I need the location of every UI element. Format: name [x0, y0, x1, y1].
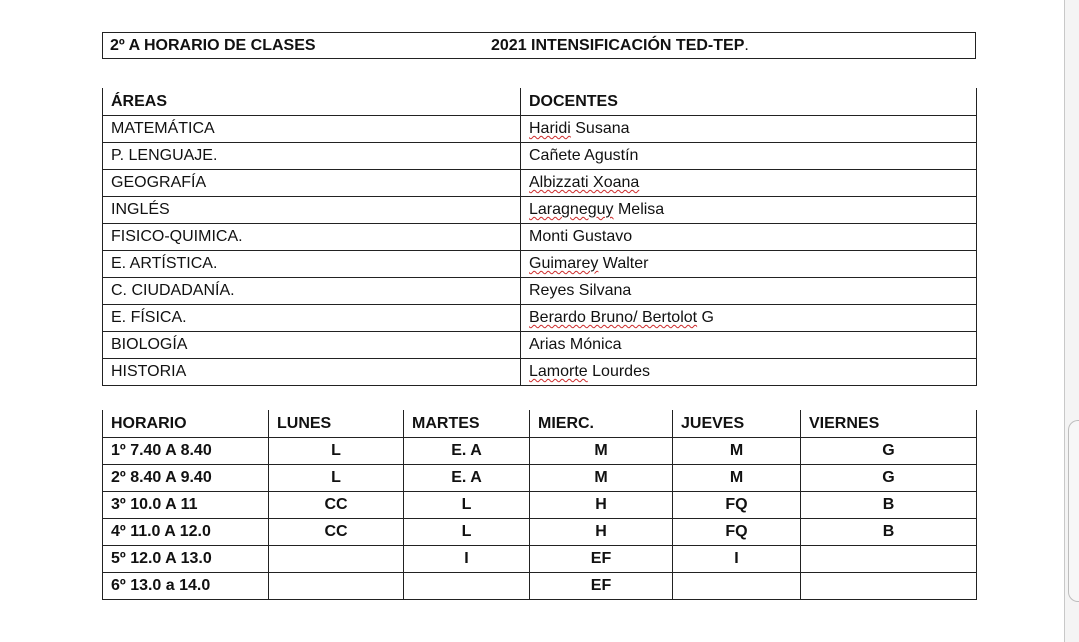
subject-cell: FQ	[673, 518, 801, 545]
document-header	[102, 32, 976, 59]
area-row	[103, 169, 977, 196]
teacher-name-rest: Cañete Agustín	[529, 147, 639, 164]
area-row	[103, 277, 977, 304]
subject-cell: G	[801, 437, 977, 464]
area-name: E. FÍSICA.	[103, 304, 521, 331]
subject-cell: L	[269, 464, 404, 491]
area-name: P. LENGUAJE.	[103, 142, 521, 169]
program-title-text: 2021 INTENSIFICACIÓN TED-TEP	[491, 37, 745, 54]
subject-cell: L	[269, 437, 404, 464]
teacher-name-rest: Lourdes	[587, 363, 650, 380]
areas-header: ÁREAS	[103, 88, 521, 115]
area-name: GEOGRAFÍA	[103, 169, 521, 196]
monday-header: LUNES	[269, 410, 404, 437]
area-name: BIOLOGÍA	[103, 331, 521, 358]
teacher-name-rest: Susana	[570, 120, 630, 137]
subject-cell: I	[673, 545, 801, 572]
teacher-name	[521, 115, 977, 142]
teacher-name-rest: Walter	[598, 255, 649, 272]
schedule-row	[103, 491, 977, 518]
teacher-name-flagged: Haridi	[529, 120, 571, 137]
subject-cell: H	[530, 518, 673, 545]
subject-cell: L	[404, 518, 530, 545]
teacher-name	[521, 277, 977, 304]
teacher-name	[521, 142, 977, 169]
area-row	[103, 115, 977, 142]
subject-cell: E. A	[404, 464, 530, 491]
area-name: FISICO-QUIMICA.	[103, 223, 521, 250]
time-slot: 3º 10.0 A 11	[103, 491, 269, 518]
class-title: 2º A HORARIO DE CLASES	[110, 37, 316, 54]
schedule-row	[103, 572, 977, 599]
schedule-row	[103, 437, 977, 464]
areas-table	[102, 88, 977, 386]
area-row	[103, 223, 977, 250]
teachers-header: DOCENTES	[521, 88, 977, 115]
subject-cell	[801, 572, 977, 599]
schedule-header-row	[103, 410, 977, 437]
area-name: C. CIUDADANÍA.	[103, 277, 521, 304]
subject-cell: L	[404, 491, 530, 518]
subject-cell: FQ	[673, 491, 801, 518]
subject-cell: M	[530, 437, 673, 464]
friday-header: VIERNES	[801, 410, 977, 437]
subject-cell: E. A	[404, 437, 530, 464]
program-title-dot: .	[744, 37, 749, 54]
subject-cell	[801, 545, 977, 572]
subject-cell: I	[404, 545, 530, 572]
subject-cell	[269, 572, 404, 599]
area-row	[103, 142, 977, 169]
teacher-name-rest: Reyes Silvana	[529, 282, 632, 299]
subject-cell: EF	[530, 545, 673, 572]
time-slot: 4º 11.0 A 12.0	[103, 518, 269, 545]
area-row	[103, 196, 977, 223]
teacher-name	[521, 196, 977, 223]
subject-cell	[404, 572, 530, 599]
subject-cell: H	[530, 491, 673, 518]
time-slot: 1º 7.40 A 8.40	[103, 437, 269, 464]
scroll-handle[interactable]	[1068, 420, 1079, 602]
teacher-name	[521, 250, 977, 277]
schedule-row	[103, 545, 977, 572]
subject-cell: EF	[530, 572, 673, 599]
area-name: HISTORIA	[103, 358, 521, 385]
thursday-header: JUEVES	[673, 410, 801, 437]
areas-header-row	[103, 88, 977, 115]
teacher-name-rest: Arias Mónica	[529, 336, 622, 353]
teacher-name-rest: Melisa	[613, 201, 665, 218]
tuesday-header: MARTES	[404, 410, 530, 437]
area-name: INGLÉS	[103, 196, 521, 223]
teacher-name-flagged: Lamorte	[529, 363, 588, 380]
subject-cell: M	[673, 464, 801, 491]
time-slot: 6º 13.0 a 14.0	[103, 572, 269, 599]
schedule-table	[102, 410, 977, 600]
teacher-name-flagged: Berardo Bruno/ Bertolot	[529, 309, 698, 326]
teacher-name	[521, 331, 977, 358]
teacher-name	[521, 358, 977, 385]
area-name: MATEMÁTICA	[103, 115, 521, 142]
subject-cell: CC	[269, 518, 404, 545]
area-row	[103, 358, 977, 385]
schedule-row	[103, 518, 977, 545]
subject-cell: CC	[269, 491, 404, 518]
subject-cell: B	[801, 491, 977, 518]
subject-cell: M	[673, 437, 801, 464]
teacher-name-flagged: Guimarey	[529, 255, 599, 272]
teacher-name-flagged: Albizzati Xoana	[529, 174, 640, 191]
subject-cell	[269, 545, 404, 572]
teacher-name	[521, 304, 977, 331]
subject-cell: B	[801, 518, 977, 545]
area-row	[103, 304, 977, 331]
time-header: HORARIO	[103, 410, 269, 437]
schedule-row	[103, 464, 977, 491]
teacher-name-rest: Monti Gustavo	[529, 228, 633, 245]
subject-cell: M	[530, 464, 673, 491]
page-edge	[1064, 0, 1065, 642]
teacher-name-rest: G	[697, 309, 714, 326]
subject-cell: G	[801, 464, 977, 491]
area-row	[103, 250, 977, 277]
teacher-name-flagged: Laragneguy	[529, 201, 614, 218]
teacher-name	[521, 169, 977, 196]
area-name: E. ARTÍSTICA.	[103, 250, 521, 277]
teacher-name	[521, 223, 977, 250]
area-row	[103, 331, 977, 358]
time-slot: 2º 8.40 A 9.40	[103, 464, 269, 491]
subject-cell	[673, 572, 801, 599]
wednesday-header: MIERC.	[530, 410, 673, 437]
program-title	[491, 37, 749, 55]
time-slot: 5º 12.0 A 13.0	[103, 545, 269, 572]
